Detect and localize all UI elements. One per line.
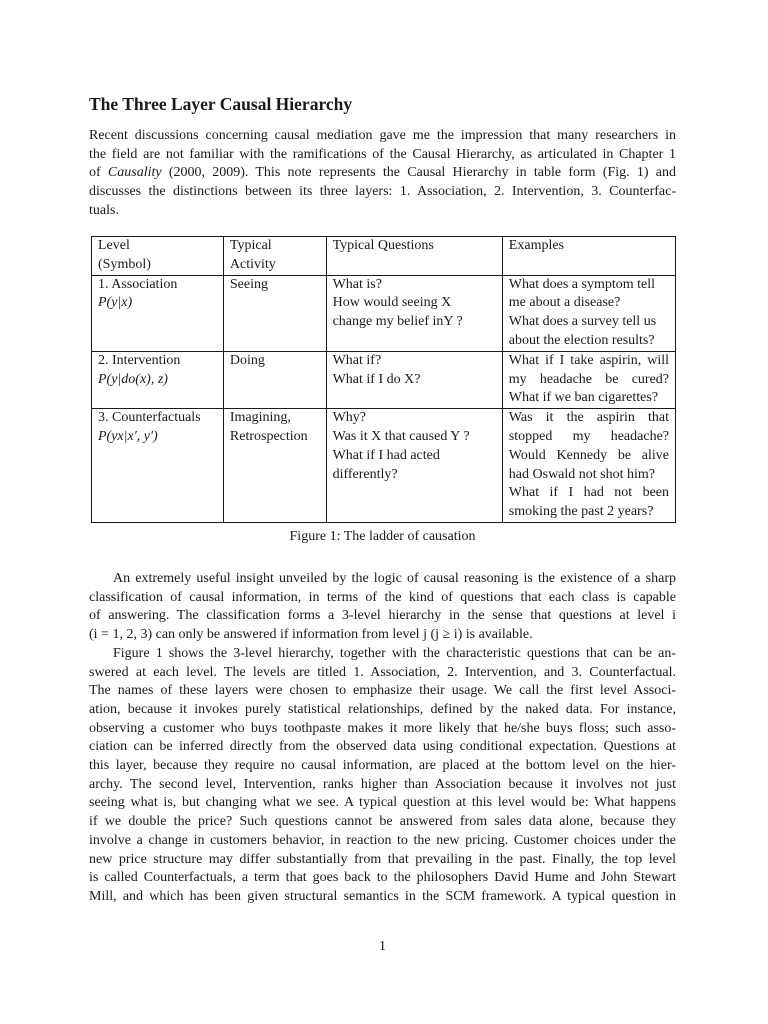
example-text: stopped my headache? [508,428,669,444]
question-text: What if? [332,352,382,368]
example-text: What does a symptom tell [508,276,655,292]
header-level [92,237,224,276]
table-row [92,351,676,408]
level-symbol: P(y|do(x), z) [98,371,168,387]
activity-cell [223,351,326,408]
questions-cell [326,275,502,351]
table-row [92,409,676,523]
level-cell [92,409,224,523]
header-activity [223,237,326,276]
body-line: seeing what is, but changing what we see. A typical question at this level would be: What happens [89,795,676,811]
body-line: involve a change in customers behavior, in reaction to the new pricing. Customer choices under the [89,832,676,848]
body-line: is called Counterfactuals, a term that goes back to the philosophers David Hume and John Stewart [89,870,676,886]
body-line: Figure 1 shows the 3-level hierarchy, together with the characteristic questions that can be an- [113,645,676,661]
body-line: An extremely useful insight unveiled by the logic of causal reasoning is the existence of a sharp [113,571,676,586]
example-text: Would Kennedy be alive [508,447,669,463]
book-title: Causality [107,165,162,181]
example-text: my headache be cured? [508,371,669,387]
questions-cell [326,409,502,523]
level-label: 2. Intervention [98,352,181,368]
body-line: swered at each level. The levels are titled 1. Association, 2. Intervention, and 3. Counterfactual. [89,664,676,680]
activity-cell [223,275,326,351]
intro-paragraph [89,127,676,221]
body-line: classification of causal information, in terms of the kind of questions that each class is capable [89,589,676,605]
level-cell [92,275,224,351]
body-paragraphs [89,570,676,907]
intro-line-text: (2000, 2009). This note represents the Causal Hierarchy in table form (Fig. 1) and [161,165,676,181]
example-text: What if I take aspirin, will [508,352,669,368]
example-text: smoking the past 2 years? [508,504,654,520]
question-text: Why? [332,410,367,426]
table-header-row [92,237,676,276]
activity-text: Seeing [229,276,268,292]
question-text: Was it X that caused Y ? [332,428,470,444]
body-line: if we double the price? Such questions cannot be answered from sales data alone, because they [89,814,676,830]
header-text: (Symbol) [98,256,151,272]
example-text: What if I had not been [508,485,669,501]
example-text: about the election results? [508,332,655,348]
document-title: The Three Layer Causal Hierarchy [89,94,353,114]
question-text: What is? [332,276,382,292]
example-text: What if we ban cigarettes? [508,390,659,406]
example-text: had Oswald not shot him? [508,466,656,482]
questions-cell [326,351,502,408]
examples-cell [502,275,675,351]
intro-line: discusses the distinctions between its three layers: 1. Association, 2. Intervention, 3. Counterfac- [89,184,676,200]
question-text: How would seeing X [332,295,452,311]
header-text: Examples [508,238,565,253]
activity-text: Doing [229,352,265,368]
activity-text: Retrospection [229,428,308,444]
activity-text: Imagining, [229,410,291,426]
question-text: What if I do X? [332,371,421,387]
level-symbol: P(yx|x′, y′) [98,428,158,444]
header-text: Activity [229,256,276,272]
level-cell [92,351,224,408]
body-line: new price structure may differ substantially from that prevailing in the past. Finally, the top level [89,851,676,867]
intro-line [89,164,676,183]
level-label: 1. Association [98,276,178,292]
header-questions [326,237,502,276]
intro-line-text: of [89,165,108,181]
intro-line: the field are not familiar with the ramifications of the Causal Hierarchy, as articulated in Chapter 1 [89,146,676,162]
level-label: 3. Counterfactuals [98,410,201,426]
causal-hierarchy-table [91,236,676,523]
body-line: ciation can be inferred directly from the observed data using conditional expectation. Questions at [89,739,676,755]
body-line: ation, because it invokes purely statistical relationships, defined by the naked data. For instance, [89,701,676,717]
example-text: me about a disease? [508,295,621,311]
examples-cell [502,409,675,523]
body-line: Mill, and which has been given structural semantics in the SCM framework. A typical question in [89,888,676,904]
body-line: archy. The second level, Intervention, ranks higher than Association because it involves not just [89,776,676,792]
activity-cell [223,409,326,523]
body-line: of answering. The classification forms a 3-level hierarchy in the sense that questions at level i [89,608,676,624]
intro-line: tuals. [89,202,119,218]
header-text: Typical Questions [332,238,434,253]
body-line: (i = 1, 2, 3) can only be answered if information from level j (j ≥ i) is available. [89,627,533,643]
body-line: this layer, because they require no causal information, are placed at the bottom level on the hier- [89,758,676,774]
question-text: differently? [332,466,398,482]
examples-cell [502,351,675,408]
header-examples [502,237,675,276]
body-line: The names of these layers were chosen to emphasize their usage. We call the first level Associ- [89,683,676,699]
example-text: What does a survey tell us [508,314,657,330]
body-line: observing a customer who buys toothpaste makes it more likely that he/she buys floss; such asso- [89,720,676,736]
question-text: change my belief inY ? [332,314,463,330]
figure-caption: Figure 1: The ladder of causation [289,529,476,544]
level-symbol: P(y|x) [98,295,133,311]
header-text: Typical [229,238,272,253]
intro-line: Recent discussions concerning causal mediation gave me the impression that many researchers in [89,128,676,143]
header-text: Level [98,238,130,253]
question-text: What if I had acted [332,447,440,463]
example-text: Was it the aspirin that [508,410,669,426]
page-number: 1 [379,939,386,954]
table-row [92,275,676,351]
